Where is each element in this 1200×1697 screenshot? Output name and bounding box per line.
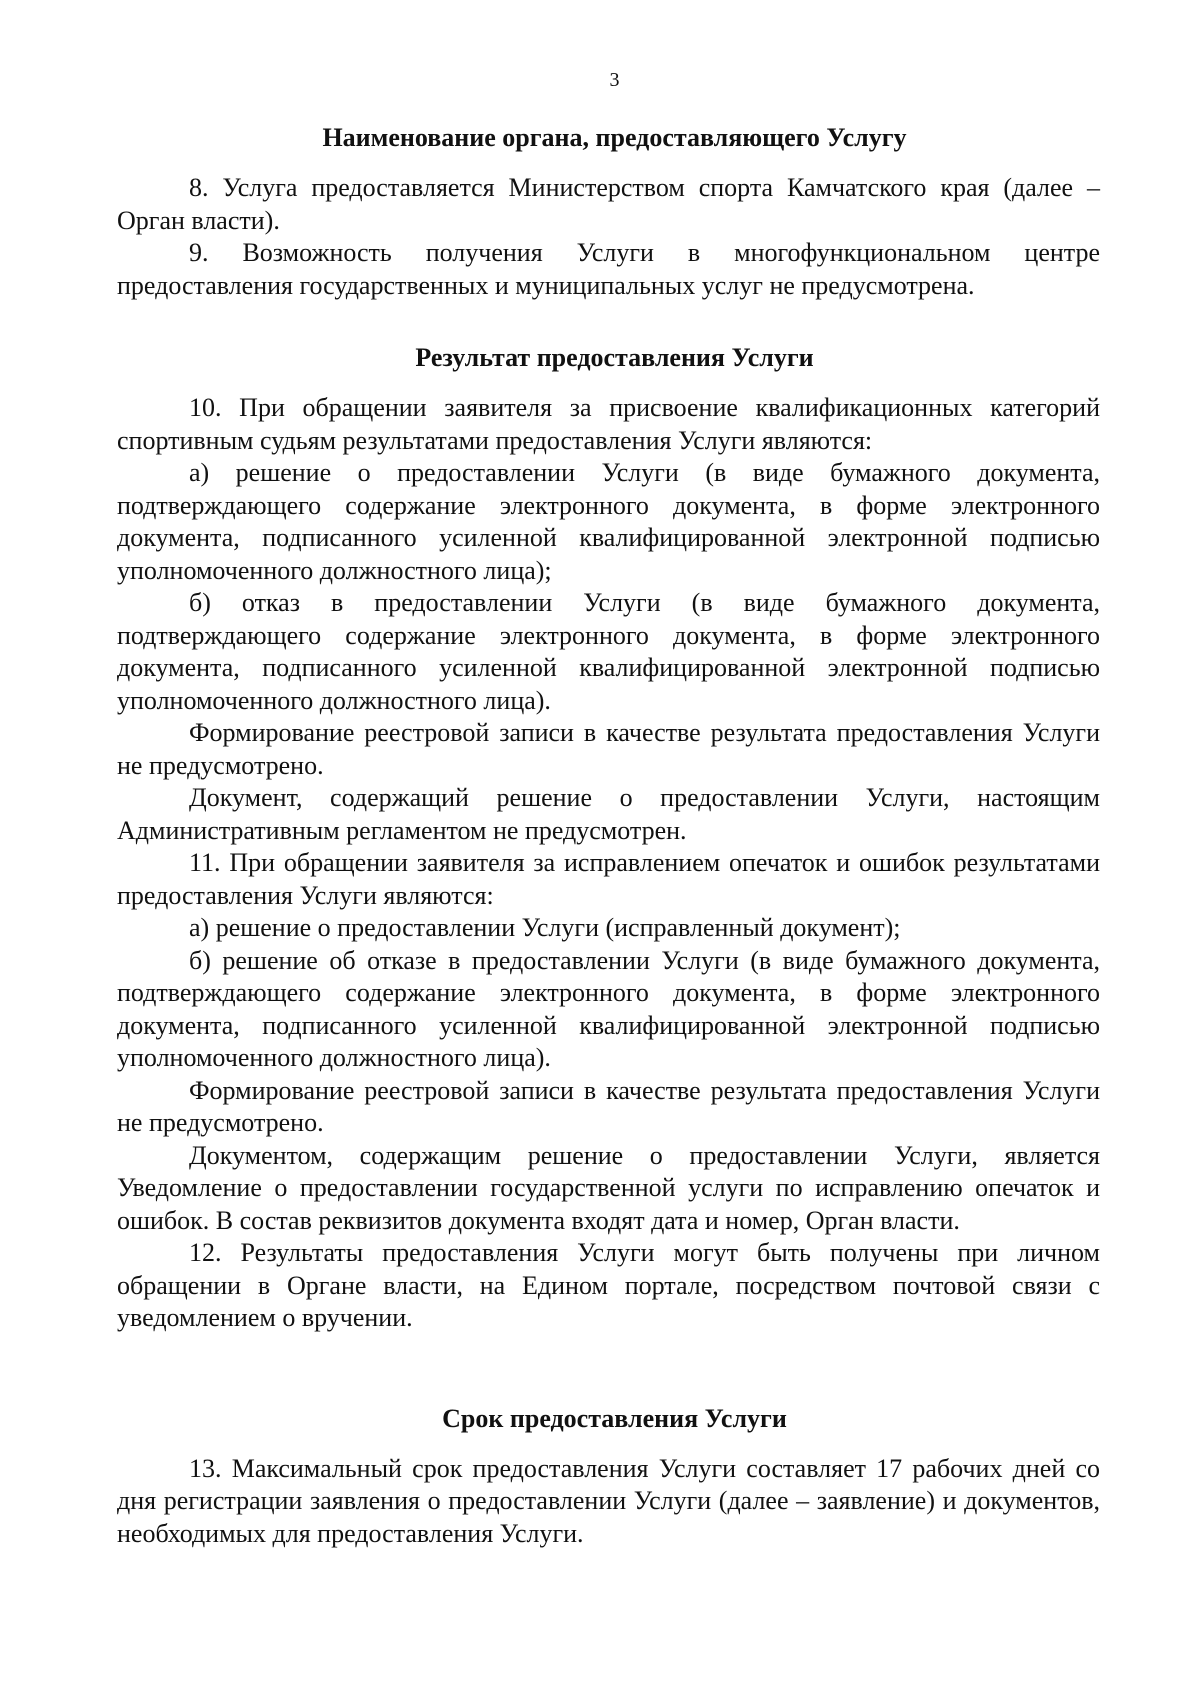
paragraph-13: 13. Максимальный срок предоставления Услуги составляет 17 рабочих дней со дня регистрации заявления о предоставлении Услуги (далее – заявление) и документов, необходимых для предоставления Услуги. — [117, 1453, 1100, 1548]
paragraph-10-a: а) решение о предоставлении Услуги (в виде бумажного документа, подтверждающего содержание электронного документа, в форме электронного документа, подписанного усиленной квалифицированной электронной подписью уполномоченного должностного лица); — [117, 458, 1100, 585]
paragraph-10-registry: Формирование реестровой записи в качестве результата предоставления Услуги не предусмотрено. — [117, 718, 1100, 780]
page-number: 3 — [609, 69, 620, 91]
paragraph-10: 10. При обращении заявителя за присвоение квалификационных категорий спортивным судьям результатами предоставления Услуги являются: — [117, 393, 1100, 455]
paragraph-11-registry: Формирование реестровой записи в качестве результата предоставления Услуги не предусмотрено. — [117, 1075, 1100, 1137]
paragraph-11-a: а) решение о предоставлении Услуги (исправленный документ); — [189, 913, 901, 942]
paragraph-10-document: Документ, содержащий решение о предоставлении Услуги, настоящим Административным регламентом не предусмотрен. — [117, 783, 1100, 845]
section-heading-result: Результат предоставления Услуги — [415, 343, 814, 372]
paragraph-11-b: б) решение об отказе в предоставлении Услуги (в виде бумажного документа, подтверждающего содержание электронного документа, в форме электронного документа, подписанного усиленной квалифицированной электронной подписью уполномоченного должностного лица). — [117, 945, 1100, 1072]
paragraph-9: 9. Возможность получения Услуги в многофункциональном центре предоставления государственных и муниципальных услуг не предусмотрена. — [117, 238, 1100, 300]
paragraph-12: 12. Результаты предоставления Услуги могут быть получены при личном обращении в Органе власти, на Едином портале, посредством почтовой связи с уведомлением о вручении. — [117, 1238, 1100, 1332]
section-heading-authority: Наименование органа, предоставляющего Услугу — [322, 123, 907, 152]
paragraph-11-document: Документом, содержащим решение о предоставлении Услуги, является Уведомление о предоставлении государственной услуги по исправлению опечаток и ошибок. В состав реквизитов документа входят дата и номер, Орган власти. — [117, 1140, 1100, 1235]
paragraph-11: 11. При обращении заявителя за исправлением опечаток и ошибок результатами предоставления Услуги являются: — [117, 848, 1100, 910]
paragraph-8: 8. Услуга предоставляется Министерством спорта Камчатского края (далее – Орган власти). — [117, 173, 1100, 235]
section-heading-term: Срок предоставления Услуги — [442, 1403, 787, 1433]
paragraph-10-b: б) отказ в предоставлении Услуги (в виде бумажного документа, подтверждающего содержание электронного документа, в форме электронного документа, подписанного усиленной квалифицированной электронной подписью уполномоченного должностного лица). — [117, 588, 1100, 715]
